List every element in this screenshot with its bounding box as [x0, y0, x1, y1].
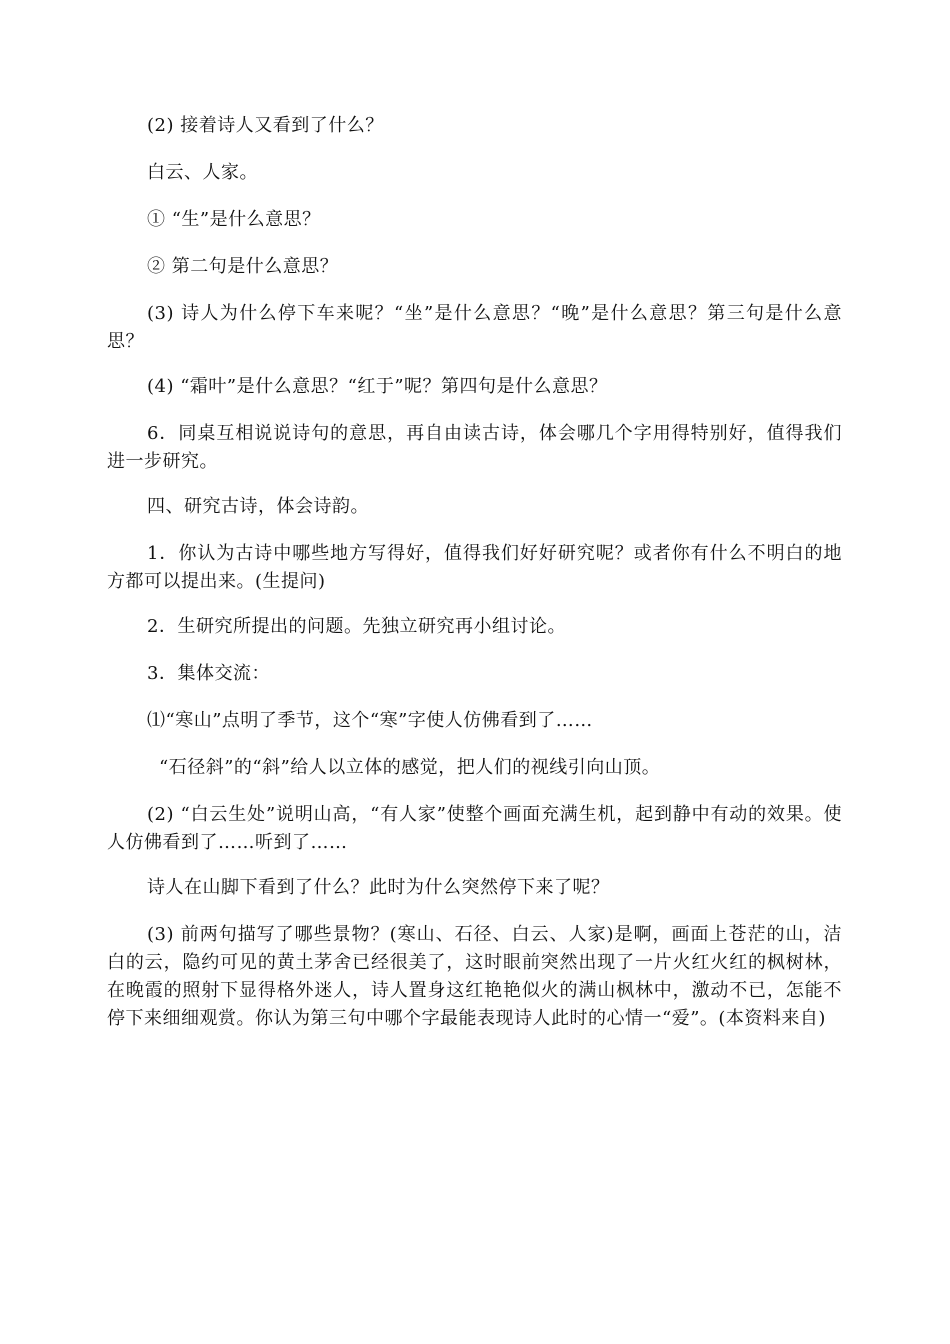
- paragraph-second-line: ② 第二句是什么意思？: [147, 256, 339, 277]
- paragraph-question-3: (3) 诗人为什么停下车来呢？“坐”是什么意思？“晚”是什么意思？第三句是什么意思？: [107, 303, 842, 352]
- document-body: [107, 112, 842, 1033]
- paragraph-foot-of-mountain: 诗人在山脚下看到了什么？此时为什么突然停下来了呢？: [147, 877, 610, 898]
- paragraph-scenery: (3) 前两句描写了哪些景物？(寒山、石径、白云、人家)是啊，画面上苍茫的山，洁白的云，隐约可见的黄土茅舍已经很美了，这时眼前突然出现了一片火红火红的枫树林，在晚霞的照射下显得格外迷人，诗人置身这红艳艳似火的满山枫林中，激动不已，怎能不停下来细细观赏。你认为第三句中哪个字最能表现诗人此时的心情一“爱”。(本资料来自): [107, 924, 842, 1029]
- paragraph-item-3: 3．集体交流：: [147, 663, 270, 684]
- paragraph-hanshan: ⑴“寒山”点明了季节，这个“寒”字使人仿佛看到了……: [147, 710, 593, 731]
- paragraph-shijingxie: “石径斜”的“斜”给人以立体的感觉，把人们的视线引向山顶。: [159, 757, 661, 778]
- paragraph-answer-clouds: 白云、人家。: [147, 162, 258, 183]
- paragraph-step-6: 6．同桌互相说说诗句的意思，再自由读古诗，体会哪几个字用得特别好，值得我们进一步研究。: [107, 423, 842, 472]
- section-heading-4: 四、研究古诗，体会诗韵。: [147, 496, 369, 517]
- paragraph-question-2: (2) 接着诗人又看到了什么？: [147, 115, 384, 136]
- paragraph-sheng-meaning: ① “生”是什么意思？: [147, 209, 321, 230]
- paragraph-question-4: (4) “霜叶”是什么意思？“红于”呢？第四句是什么意思？: [147, 376, 608, 397]
- paragraph-item-1: 1．你认为古诗中哪些地方写得好，值得我们好好研究呢？或者你有什么不明白的地方都可以提出来。(生提问): [107, 543, 842, 592]
- paragraph-item-2: 2．生研究所提出的问题。先独立研究再小组讨论。: [147, 616, 566, 637]
- paragraph-baiyun: (2) “白云生处”说明山高，“有人家”使整个画面充满生机，起到静中有动的效果。使人仿佛看到了……听到了……: [107, 804, 842, 853]
